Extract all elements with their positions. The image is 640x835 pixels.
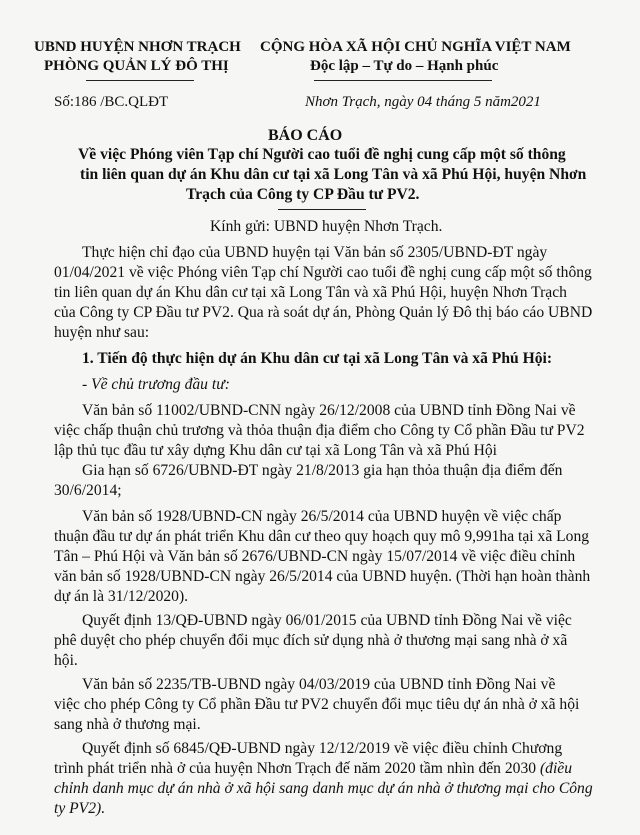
p3-line-4: văn bản số 1928/UBND-CN ngày 26/5/2014 của UBND huyện. (Thời hạn hoàn thành: [54, 568, 591, 585]
p5-line-3: sang nhà ở thương mại.: [54, 716, 201, 733]
p6-line-1: Quyết định số 6845/QĐ-UBND ngày 12/12/2019 về việc điều chỉnh Chương: [82, 740, 563, 757]
national-motto: Độc lập – Tự do – Hạnh phúc: [310, 58, 499, 74]
p5-line-1: Văn bản số 2235/TB-UBND ngày 04/03/2019 của UBND tỉnh Đồng Nai về: [82, 676, 556, 693]
p2-line-2: 30/6/2014;: [54, 482, 122, 499]
recipient: Kính gửi: UBND huyện Nhơn Trạch.: [210, 218, 443, 235]
p4-line-1: Quyết định 13/QĐ-UBND ngày 06/01/2015 của UBND tỉnh Đồng Nai về việc: [82, 612, 572, 629]
agency-underline: [86, 80, 194, 81]
intro-line-4: của Công ty CP Đầu tư PV2. Qua rà soát dự án, Phòng Quản lý Đô thị báo cáo UBND: [54, 304, 593, 321]
intro-line-3: tin liên quan dự án Khu dân cư tại xã Long Tân và xã Phú Hội, huyện Nhơn Trạch: [54, 284, 567, 301]
report-subject-line-3: Trạch của Công ty CP Đầu tư PV2.: [186, 186, 420, 203]
subsection-heading: - Về chủ trương đầu tư:: [82, 376, 230, 393]
section-1-heading: 1. Tiến độ thực hiện dự án Khu dân cư tại xã Long Tân và xã Phú Hội:: [82, 350, 553, 367]
report-subject-line-2: tin liên quan dự án Khu dân cư tại xã Long Tân và xã Phú Hội, huyện Nhơn: [80, 166, 587, 183]
p1-line-2: việc chấp thuận chủ trương và thỏa thuận địa điểm cho Công ty Cổ phần Đầu tư PV2: [54, 422, 585, 439]
intro-line-2: 01/04/2021 về việc Phóng viên Tạp chí Người cao tuổi đề nghị cung cấp một số thông: [54, 264, 592, 281]
intro-line-1: Thực hiện chỉ đạo của UBND huyện tại Văn bản số 2305/UBND-ĐT ngày: [82, 244, 548, 261]
national-title: CỘNG HÒA XÃ HỘI CHỦ NGHĨA VIỆT NAM: [260, 39, 571, 55]
agency-name: PHÒNG QUẢN LÝ ĐÔ THỊ: [44, 58, 229, 74]
p5-line-2: việc cho phép Công ty Cổ phần Đầu tư PV2 chuyển đổi mục tiêu dự án nhà ở xã hội: [54, 696, 580, 713]
p6-line-2-text: trình phát triển nhà ở của huyện Nhơn Trạch đế năm 2020 tầm nhìn đến 2030: [54, 760, 537, 777]
report-heading: BÁO CÁO: [268, 127, 343, 144]
p6-italic-start: (điều: [539, 760, 573, 777]
p6-line-2: [54, 760, 572, 778]
p3-line-2: thuận đầu tư dự án phát triển Khu dân cư theo quy hoạch quy mô 9,991ha tại xã Long: [54, 528, 590, 545]
p4-line-2: phê duyệt cho phép chuyển đổi mục đích sử dụng nhà ở thương mại sang nhà ở xã: [54, 632, 568, 649]
document-number: Số:186 /BC.QLĐT: [54, 94, 169, 110]
p1-line-1: Văn bản số 11002/UBND-CNN ngày 26/12/2008 của UBND tỉnh Đồng Nai về: [82, 402, 576, 419]
p1-line-3: lập thủ tục đầu tư xây dựng Khu dân cư tại xã Long Tân và xã Phú Hội: [54, 442, 497, 459]
agency-parent: UBND HUYỆN NHƠN TRẠCH: [34, 39, 241, 55]
intro-line-5: huyện như sau:: [54, 324, 150, 341]
motto-underline: [314, 80, 492, 81]
p3-line-3: Tân – Phú Hội và Văn bản số 2676/UBND-CN ngày 15/07/2014 về việc điều chỉnh: [54, 548, 576, 565]
title-underline: [278, 209, 366, 210]
p6-line-3: chỉnh danh mục dự án nhà ở xã hội sang danh mục dự án nhà ở thương mại cho Công: [54, 780, 593, 797]
p3-line-5: dự án là 31/12/2020).: [54, 588, 189, 605]
p3-line-1: Văn bản số 1928/UBND-CN ngày 26/5/2014 của UBND huyện về việc chấp: [82, 508, 562, 525]
place-date: Nhơn Trạch, ngày 04 tháng 5 năm2021: [305, 94, 541, 110]
report-subject-line-1: Về việc Phóng viên Tạp chí Người cao tuổi đề nghị cung cấp một số thông: [78, 146, 566, 163]
p2-line-1: Gia hạn số 6726/UBND-ĐT ngày 21/8/2013 gia hạn thỏa thuận địa điểm đến: [82, 462, 563, 479]
p6-line-4: ty PV2).: [54, 800, 106, 817]
p4-line-3: hội.: [54, 652, 78, 669]
